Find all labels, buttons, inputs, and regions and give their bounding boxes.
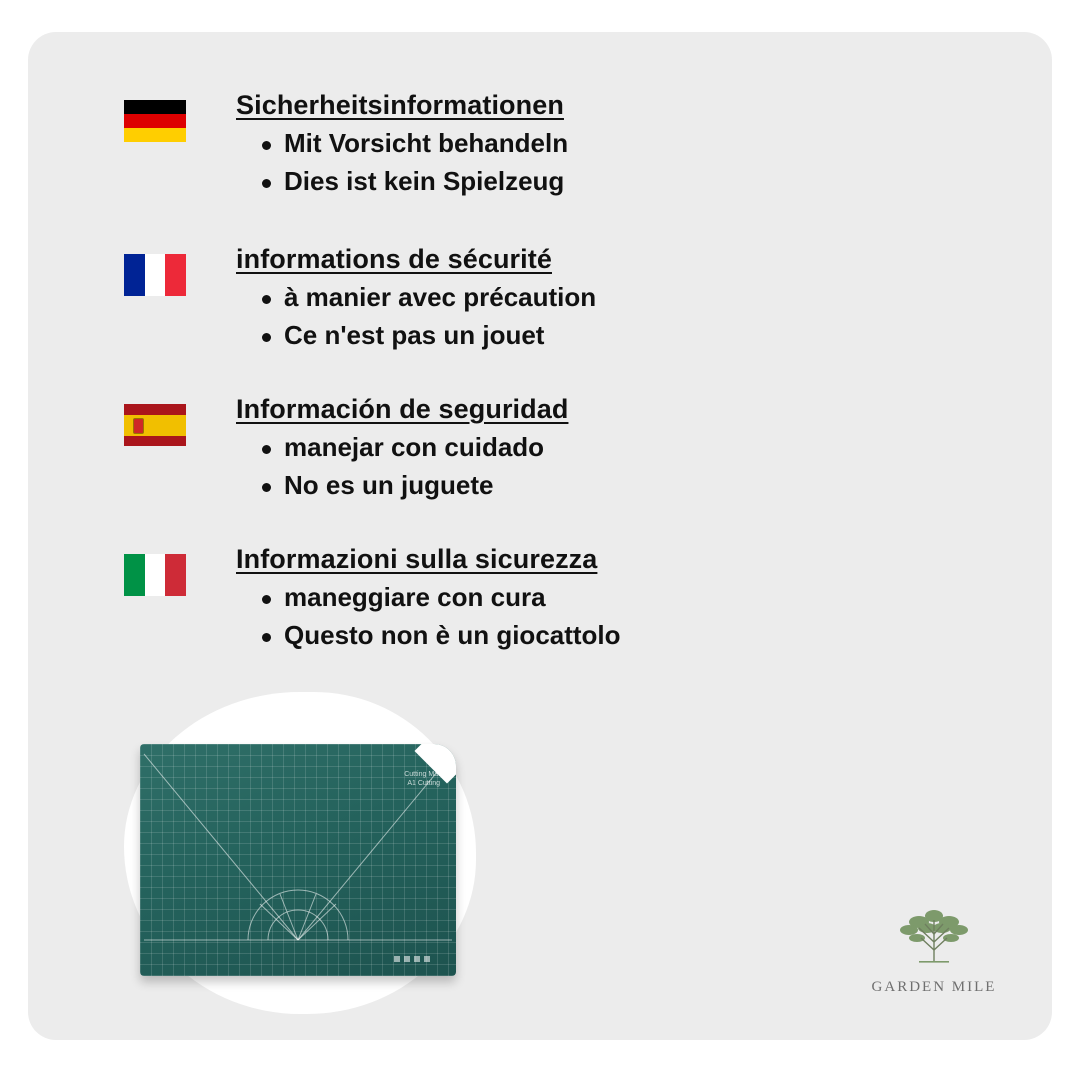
list-item: Dies ist kein Spielzeug xyxy=(236,163,568,201)
list-item: Mit Vorsicht behandeln xyxy=(236,125,568,163)
safety-list-it xyxy=(236,579,621,654)
safety-title-de: Sicherheitsinformationen xyxy=(236,90,564,120)
language-text-es xyxy=(236,394,568,504)
flag-france-icon xyxy=(124,254,186,296)
list-item: manejar con cuidado xyxy=(236,429,568,467)
list-item: à manier avec précaution xyxy=(236,279,596,317)
flag-germany-icon xyxy=(124,100,186,142)
language-text-de xyxy=(236,90,568,200)
list-item: Questo non è un giocattolo xyxy=(236,617,621,655)
brand-logo xyxy=(854,900,1014,996)
flag-italy-icon xyxy=(124,554,186,596)
list-item: Ce n'est pas un jouet xyxy=(236,317,596,355)
safety-list-es xyxy=(236,429,568,504)
cutting-mat-photo xyxy=(124,692,476,1022)
safety-list-de xyxy=(236,125,568,200)
safety-title-it: Informazioni sulla sicurezza xyxy=(236,544,598,574)
language-text-fr xyxy=(236,244,596,354)
tree-logo-icon xyxy=(889,900,979,970)
info-card xyxy=(28,32,1052,1040)
brand-name: GARDEN MILE xyxy=(871,979,997,995)
mat-dots xyxy=(394,956,430,962)
mat-label: Cutting Mat A1 Cutting xyxy=(404,771,440,788)
list-item: No es un juguete xyxy=(236,467,568,505)
safety-list-fr xyxy=(236,279,596,354)
cutting-mat-image xyxy=(140,744,456,976)
safety-title-fr: informations de sécurité xyxy=(236,244,552,274)
flag-spain-icon xyxy=(124,404,186,446)
language-text-it xyxy=(236,544,621,654)
safety-title-es: Información de seguridad xyxy=(236,394,569,424)
list-item: maneggiare con cura xyxy=(236,579,621,617)
